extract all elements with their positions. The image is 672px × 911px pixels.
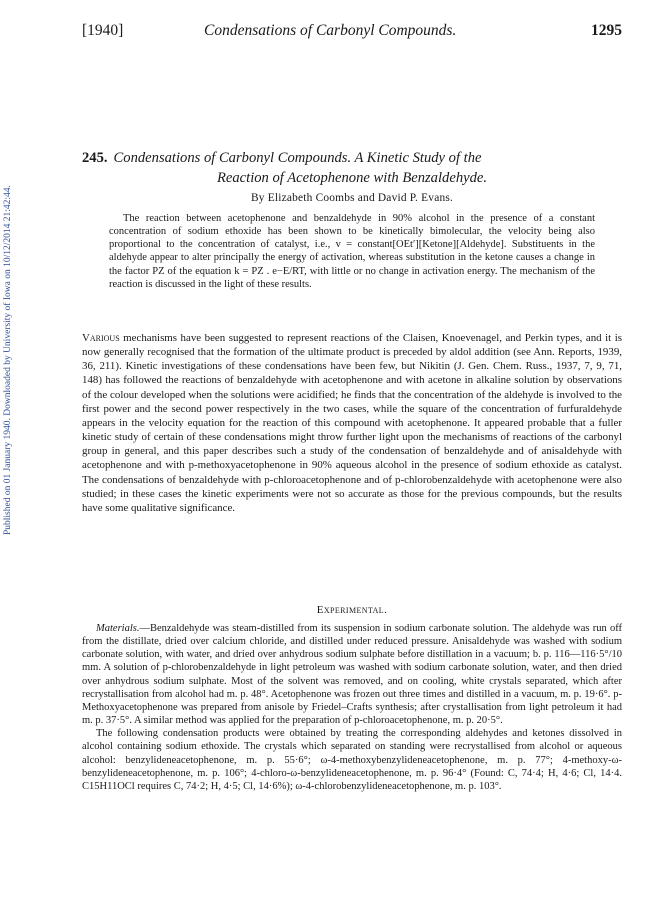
article-title-text-1: Condensations of Carbonyl Compounds. A Kinetic Study of the: [113, 150, 482, 166]
article-title-line-2: Reaction of Acetophenone with Benzaldehyde.: [216, 170, 488, 186]
materials-label: Materials.: [96, 623, 140, 634]
section-heading-experimental: Experimental.: [316, 604, 388, 616]
header-page-number: 1295: [591, 22, 622, 39]
abstract-paragraph: The reaction between acetophenone and benzaldehyde in 90% alcohol in the presence of a constant concentration of sodium ethoxide has been shown to be kinetically bimolecular, the velocity being also proportional to the concentration of catalyst, i.e., v = constant[OEt′][Ketone][Aldehyde]. Substituents in the aldehyde appear to alter principally the energy of activation, whereas substitution in the ketone causes a change in the factor PZ of the equation k = PZ . e−E/RT, with little or no change in activation energy. The mechanism of the reaction is discussed in the light of these results.: [109, 213, 595, 290]
article-title-line-1: [82, 150, 622, 167]
article-number: 245.: [82, 150, 108, 166]
intro-text: mechanisms have been suggested to represent reactions of the Claisen, Knoevenagel, and Perkin types, and it is now generally recognised that the formation of the ultimate product is preceded by aldol addition (see Ann. Reports, 1939, 36, 211). Kinetic investigations of these condensations have been few, but Nikitin (J. Gen. Chem. Russ., 1937, 7, 9, 71, 148) has followed the reactions of benzaldehyde with acetophenone and with acetone in alkaline solution by observations of the colour developed when the solutions were acidified; he finds that the concentration of the aldehyde is involved to the first power and the second power respectively in the two cases, while the square of the concentration of furfuraldehyde appears in the velocity equation for the reaction of this compound with acetophenone. It appeared probable that a fuller kinetic study of certain of these condensations might throw further light upon the mechanisms of reactions of the carbonyl group in general, and this paper describes such a study of the condensation of benzaldehyde and of anisaldehyde with acetophenone and with p-methoxyacetophenone in 90% aqueous alcohol in the presence of sodium ethoxide as catalyst. The condensations of benzaldehyde with p-chloroacetophenone and of p-chlorobenzaldehyde with acetophenone were also studied; in these cases the kinetic experiments were not so accurate as those for the previous compounds, but the results have some qualitative significance.: [82, 332, 622, 514]
running-header: [82, 22, 622, 42]
header-year: [1940]: [82, 22, 124, 39]
download-watermark: Published on 01 January 1940. Downloaded by University of Iowa on 10/12/2014 21:42:44.: [3, 185, 13, 535]
introduction-paragraph: [82, 331, 622, 515]
article-title-block: [82, 150, 622, 204]
materials-paragraph: [82, 622, 622, 727]
condensation-products-paragraph: The following condensation products were obtained by treating the corresponding aldehydes and ketones dissolved in alcohol containing sodium ethoxide. The crystals which separated on standing were recrystallised from alcohol or aqueous alcohol: benzylideneacetophenone, m. p. 55·6°; ω-4-methoxybenzylideneacetophenone, m. p. 77°; 4-methoxy-ω-benzylideneacetophenone, m. p. 106°; 4-chloro-ω-benzylideneacetophenone, m. p. 96·4° (Found: C, 74·4; H, 4·6; Cl, 14·4. C15H11OCl requires C, 74·2; H, 4·5; Cl, 14·6%); ω-4-chlorobenzylideneacetophenone, m. p. 103°.: [82, 728, 622, 792]
materials-text: —Benzaldehyde was steam-distilled from its suspension in sodium carbonate solution. The aldehyde was run off from the distillate, dried over calcium chloride, and distilled under reduced pressure. Anisaldehyde was washed with sodium carbonate solution, with water, and dried over anhydrous sodium sulphate before distillation in a vacuum; b. p. 116—116·5°/10 mm. A solution of p-chlorobenzaldehyde in light petroleum was washed with sodium carbonate solution, water, and then dried over anhydrous sodium sulphate. Most of the solvent was removed, and on cooling, white crystals separated, which after recrystallisation from alcohol had m. p. 48°. Acetophenone was frozen out three times and distilled in a vacuum, m. p. 19·6°. p-Methoxyacetophenone was prepared from anisole by Friedel–Crafts synthesis; after crystallisation from light petroleum it had m. p. 37·5°. A similar method was applied for the preparation of p-chloroacetophenone, m. p. 20·5°.: [82, 623, 622, 727]
header-running-title: Condensations of Carbonyl Compounds.: [204, 22, 457, 39]
experimental-section: [82, 622, 622, 793]
intro-lead-word: Various: [82, 332, 120, 344]
article-authors: By Elizabeth Coombs and David P. Evans.: [250, 192, 454, 204]
